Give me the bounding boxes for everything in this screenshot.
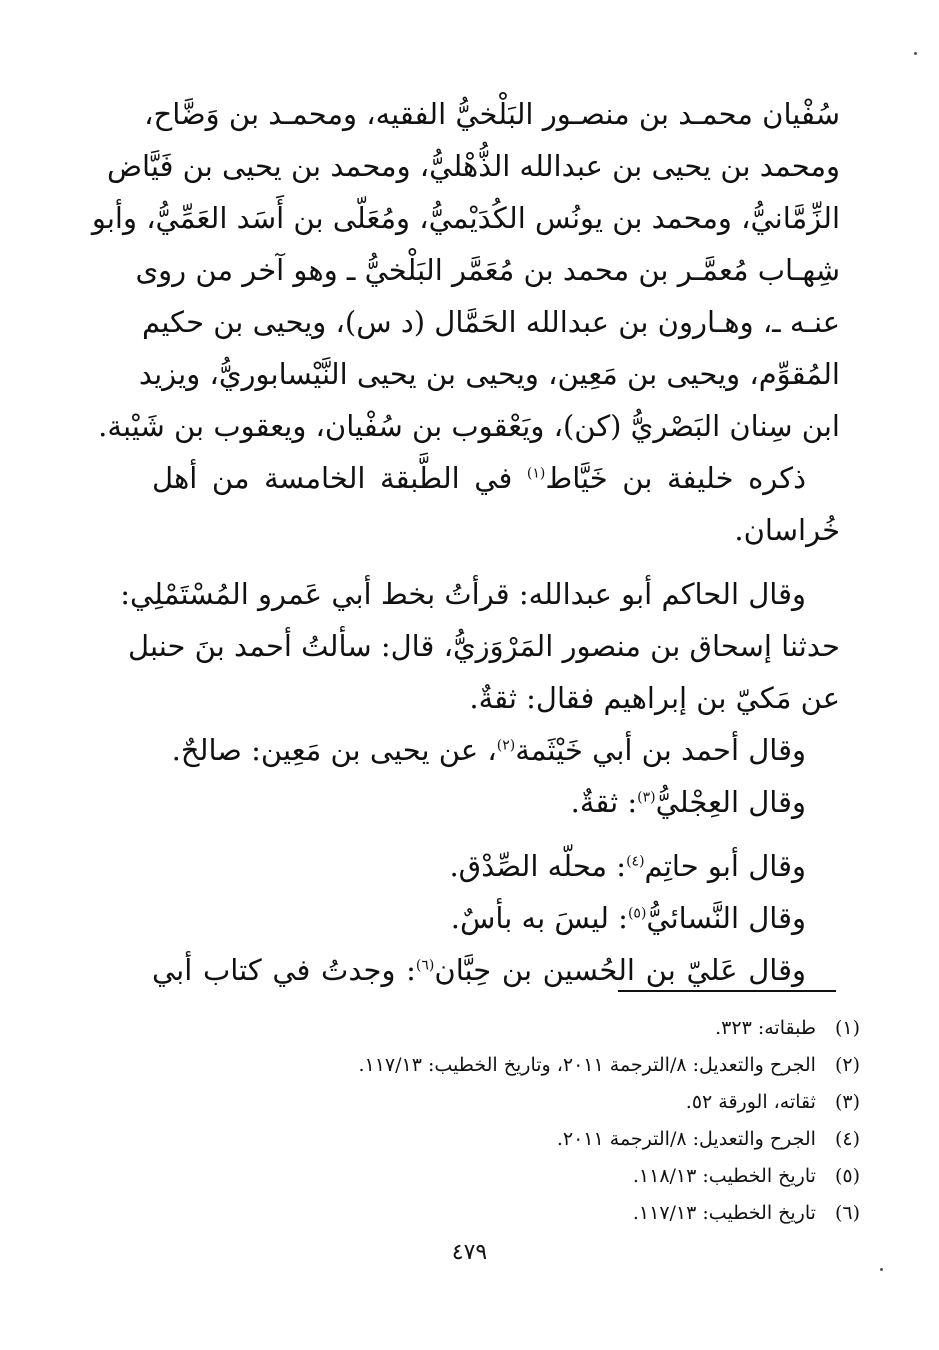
text-line-11: حدثنا إسحاق بن منصور المَرْوَزيُّ، قال: سألتُ أحمد بنَ حنبل (128, 629, 840, 663)
text-line-13: وقال أحمد بن أبي خَيْثَمة$^{(٢)}$، عن يحيى بن مَعِين: صالحٌ. (171, 733, 806, 767)
text-line-4: شِهـاب مُعمَّـر بن محمد بن مُعَمَّر البَلْخيُّ ـ وهو آخر من روى (135, 253, 840, 287)
footnote-6: (٦) تاريخ الخطيب: ١١٧/١٣. (632, 1202, 860, 1224)
text-line-14: وقال العِجْليُّ$^{(٣)}$: ثقةٌ. (570, 785, 806, 819)
text-line-7: ابن سِنان البَصْريُّ (كن)، ويَعْقوب بن سُفْيان، ويعقوب بن شَيْبة. (98, 409, 840, 443)
text-line-3: الزِّمَّانيُّ، ومحمد بن يونُس الكُدَيْميُّ، ومُعَلّى بن أَسَد العَمِّيُّ، وأبو (91, 201, 840, 235)
text-line-8: ذكره خليفة بن خَيَّاط$^{(١)}$ في الطَّبقة الخامسة من أهل (152, 461, 806, 495)
text-line-2: ومحمد بن يحيى بن عبدالله الذُّهْليُّ، ومحمد بن يحيى بن فَيَّاض (106, 149, 840, 183)
footnote-2: (٢) الجرح والتعديل: ٨/الترجمة ٢٠١١، وتاريخ الخطيب: ١١٧/١٣. (358, 1054, 860, 1076)
footnote-separator (618, 990, 836, 992)
footnote-ref-4: (٤) (626, 853, 645, 870)
text-line-1: سُفْيان محمـد بن منصـور البَلْخيُّ الفقيه، ومحمـد بن وَضَّاح، (144, 97, 840, 131)
main-text (91, 88, 840, 996)
text-line-5: عنـه ـ، وهـارون بن عبدالله الحَمَّال (د س)، ويحيى بن حكيم (142, 305, 840, 339)
scan-speck (880, 1268, 883, 1271)
text-line-12: عن مَكيّ بن إبراهيم فقال: ثقةٌ. (469, 681, 840, 715)
text-line-16: وقال النَّسائيُّ$^{(٥)}$: ليسَ به بأسٌ. (450, 901, 806, 935)
text-line-9: خُراسان. (734, 513, 840, 547)
text-line-10: وقال الحاكم أبو عبدالله: قرأتُ بخط أبي عَمرو المُسْتَمْلِي: (120, 577, 806, 611)
footnote-4: (٤) الجرح والتعديل: ٨/الترجمة ٢٠١١. (556, 1128, 860, 1150)
footnote-ref-2: (٢) (496, 737, 516, 754)
footnote-3: (٣) ثقاته، الورقة ٥٢. (685, 1091, 860, 1113)
footnote-ref-6: (٦) (415, 957, 435, 974)
footnotes (180, 1010, 860, 1232)
footnote-1: (١) طبقاته: ٣٢٣. (715, 1017, 860, 1039)
footnote-5: (٥) تاريخ الخطيب: ١١٨/١٣. (632, 1165, 860, 1187)
footnote-ref-3: (٣) (637, 789, 656, 806)
text-line-6: المُقوِّم، ويحيى بن مَعِين، ويحيى بن يحيى النَّيْسابوريُّ، ويزيد (138, 357, 840, 391)
text-line-17: وقال عَليّ بن الحُسين بن حِبَّان$^{(٦)}$: وجدتُ في كتاب أبي (152, 953, 806, 987)
scan-speck (914, 52, 917, 55)
text-line-15: وقال أبو حاتِم$^{(٤)}$: محلّه الصِّدْق. (449, 849, 806, 883)
footnote-ref-5: (٥) (627, 905, 647, 922)
page-number: ٤٧٩ (451, 1240, 488, 1265)
footnote-ref-1: (١) (526, 465, 546, 482)
